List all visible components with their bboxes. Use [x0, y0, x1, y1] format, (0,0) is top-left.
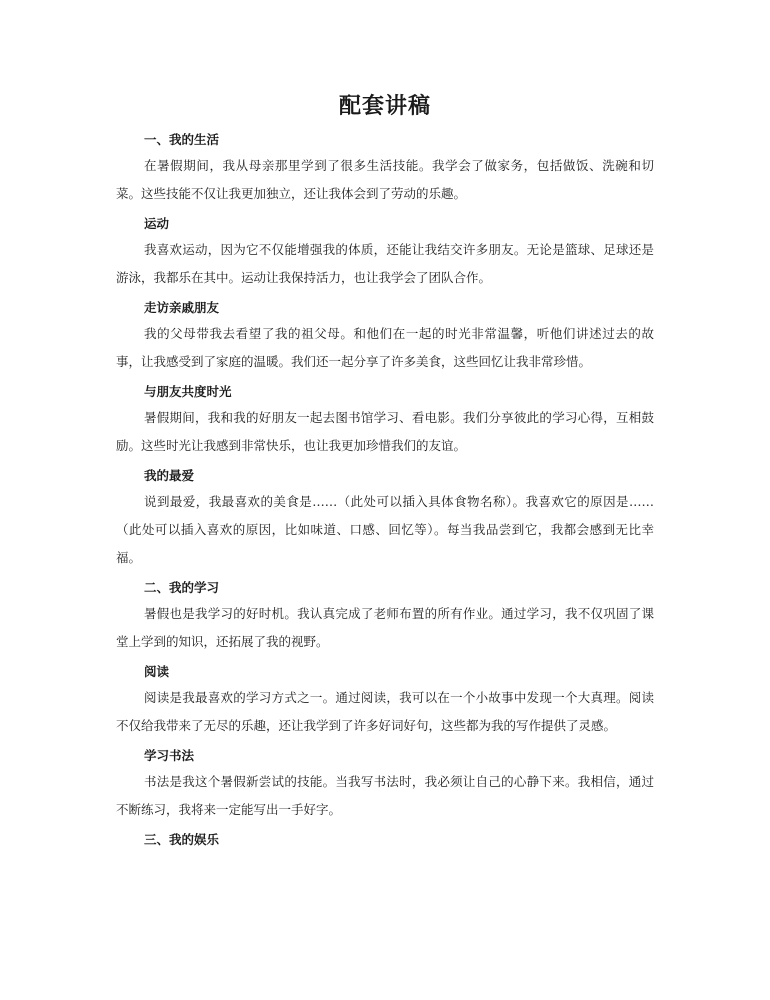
- section-heading: 二、我的学习: [144, 580, 220, 595]
- section-heading: 一、我的生活: [144, 132, 220, 147]
- section-friends: [116, 382, 654, 460]
- section-sports: [116, 214, 654, 292]
- section-study: [116, 578, 654, 656]
- section-heading: 三、我的娱乐: [144, 832, 220, 847]
- section-paragraph: 说到最爱，我最喜欢的美食是……（此处可以插入具体食物名称）。我喜欢它的原因是……（此处可以插入喜欢的原因，比如味道、口感、回忆等）。每当我品尝到它，我都会感到无比幸福。: [116, 494, 654, 565]
- section-paragraph: 我的父母带我去看望了我的祖父母。和他们在一起的时光非常温馨，听他们讲述过去的故事，让我感受到了家庭的温暖。我们还一起分享了许多美食，这些回忆让我非常珍惜。: [116, 326, 654, 369]
- section-paragraph: 阅读是我最喜欢的学习方式之一。通过阅读，我可以在一个小故事中发现一个大真理。阅读不仅给我带来了无尽的乐趣，还让我学到了许多好词好句，这些都为我的写作提供了灵感。: [116, 690, 654, 733]
- section-reading: [116, 662, 654, 740]
- section-visiting-relatives: [116, 298, 654, 376]
- section-paragraph: 我喜欢运动，因为它不仅能增强我的体质，还能让我结交许多朋友。无论是篮球、足球还是游泳，我都乐在其中。运动让我保持活力，也让我学会了团队合作。: [116, 242, 654, 285]
- section-heading: 与朋友共度时光: [144, 384, 232, 399]
- section-paragraph: 暑假期间，我和我的好朋友一起去图书馆学习、看电影。我们分享彼此的学习心得，互相鼓励。这些时光让我感到非常快乐，也让我更加珍惜我们的友谊。: [116, 410, 654, 453]
- section-heading: 我的最爱: [144, 468, 195, 483]
- section-paragraph: 在暑假期间，我从母亲那里学到了很多生活技能。我学会了做家务，包括做饭、洗碗和切菜。这些技能不仅让我更加独立，还让我体会到了劳动的乐趣。: [116, 158, 654, 201]
- section-heading: 学习书法: [144, 748, 195, 763]
- section-entertainment: [116, 830, 654, 850]
- section-paragraph: 暑假也是我学习的好时机。我认真完成了老师布置的所有作业。通过学习，我不仅巩固了课堂上学到的知识，还拓展了我的视野。: [116, 606, 654, 649]
- section-heading: 运动: [144, 216, 170, 231]
- section-heading: 阅读: [144, 664, 170, 679]
- page-title: 配套讲稿: [338, 93, 431, 119]
- section-heading: 走访亲戚朋友: [144, 300, 220, 315]
- section-paragraph: 书法是我这个暑假新尝试的技能。当我写书法时，我必须让自己的心静下来。我相信，通过不断练习，我将来一定能写出一手好字。: [116, 774, 654, 817]
- section-life: [116, 130, 654, 208]
- section-favorite: [116, 466, 654, 572]
- section-calligraphy: [116, 746, 654, 824]
